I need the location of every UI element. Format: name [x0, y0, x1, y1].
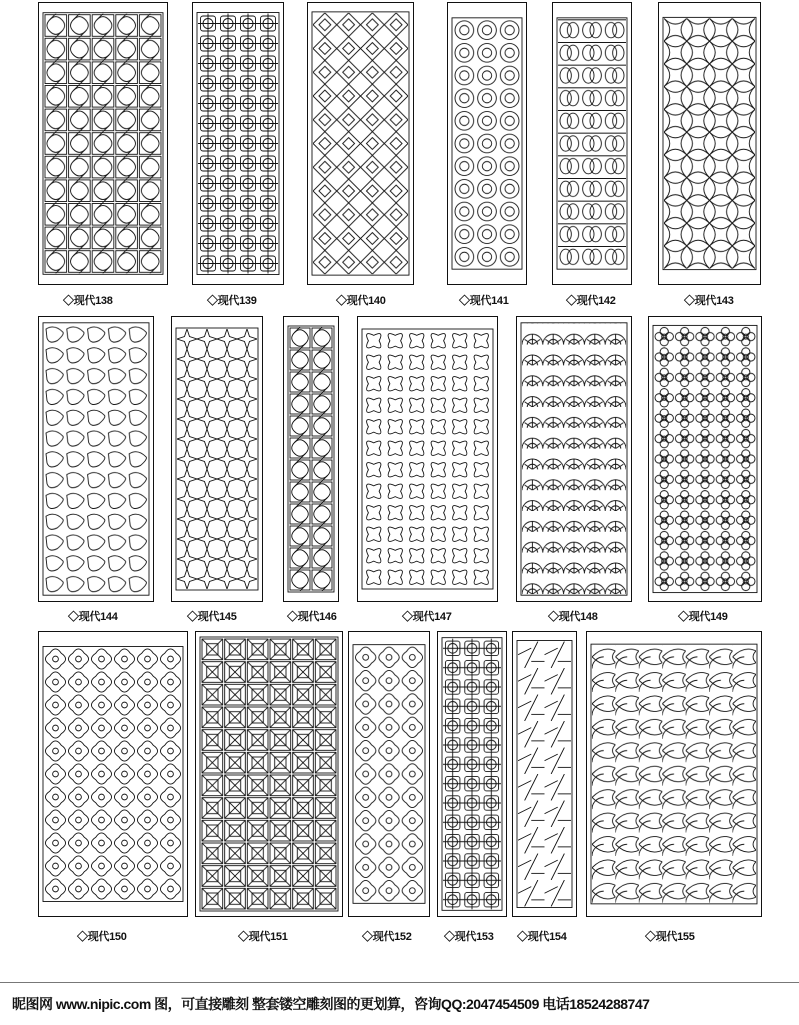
panel-150	[38, 631, 188, 917]
panel-pattern	[308, 3, 413, 284]
panel-label-151: ◇现代151	[238, 931, 288, 943]
panel-148	[516, 316, 632, 602]
panel-pattern	[438, 632, 506, 916]
panel-label-140: ◇现代140	[336, 295, 386, 307]
panel-pattern	[172, 317, 262, 601]
panel-label-145: ◇现代145	[187, 611, 237, 623]
panel-pattern	[39, 3, 167, 284]
panel-pattern	[448, 3, 526, 284]
panel-pattern	[193, 3, 283, 284]
panel-pattern	[517, 317, 631, 601]
panel-pattern	[553, 3, 631, 284]
panel-pattern	[358, 317, 497, 601]
panel-141	[447, 2, 527, 285]
panel-pattern	[513, 632, 576, 916]
panel-155	[586, 631, 762, 917]
panel-label-148: ◇现代148	[548, 611, 598, 623]
panel-142	[552, 2, 632, 285]
panel-pattern	[39, 317, 153, 601]
panel-pattern	[659, 3, 760, 284]
panel-pattern	[649, 317, 761, 601]
panel-146	[283, 316, 339, 602]
panel-label-155: ◇现代155	[645, 931, 695, 943]
panel-label-150: ◇现代150	[77, 931, 127, 943]
panel-pattern	[349, 632, 429, 916]
panel-145	[171, 316, 263, 602]
panel-label-144: ◇现代144	[68, 611, 118, 623]
panel-label-139: ◇现代139	[207, 295, 257, 307]
panel-pattern	[587, 632, 761, 916]
panel-140	[307, 2, 414, 285]
panel-label-149: ◇现代149	[678, 611, 728, 623]
panel-label-152: ◇现代152	[362, 931, 412, 943]
panel-label-154: ◇现代154	[517, 931, 567, 943]
panel-138	[38, 2, 168, 285]
panel-152	[348, 631, 430, 917]
panel-label-147: ◇现代147	[402, 611, 452, 623]
panel-pattern	[284, 317, 338, 601]
panel-143	[658, 2, 761, 285]
footer-bar	[0, 982, 799, 1025]
panel-label-143: ◇现代143	[684, 295, 734, 307]
panel-147	[357, 316, 498, 602]
panel-label-138: ◇现代138	[63, 295, 113, 307]
panel-153	[437, 631, 507, 917]
panel-139	[192, 2, 284, 285]
panel-151	[195, 631, 343, 917]
panel-149	[648, 316, 762, 602]
footer-text: 昵图网 www.nipic.com 图，可直接雕刻 整套镂空雕刻图的更划算，咨询QQ:2047454509 电话18524288747	[12, 996, 650, 1012]
panel-pattern	[39, 632, 187, 916]
panel-pattern	[196, 632, 342, 916]
panel-144	[38, 316, 154, 602]
panel-label-141: ◇现代141	[459, 295, 509, 307]
panel-label-142: ◇现代142	[566, 295, 616, 307]
panel-label-153: ◇现代153	[444, 931, 494, 943]
panel-154	[512, 631, 577, 917]
panel-label-146: ◇现代146	[287, 611, 337, 623]
